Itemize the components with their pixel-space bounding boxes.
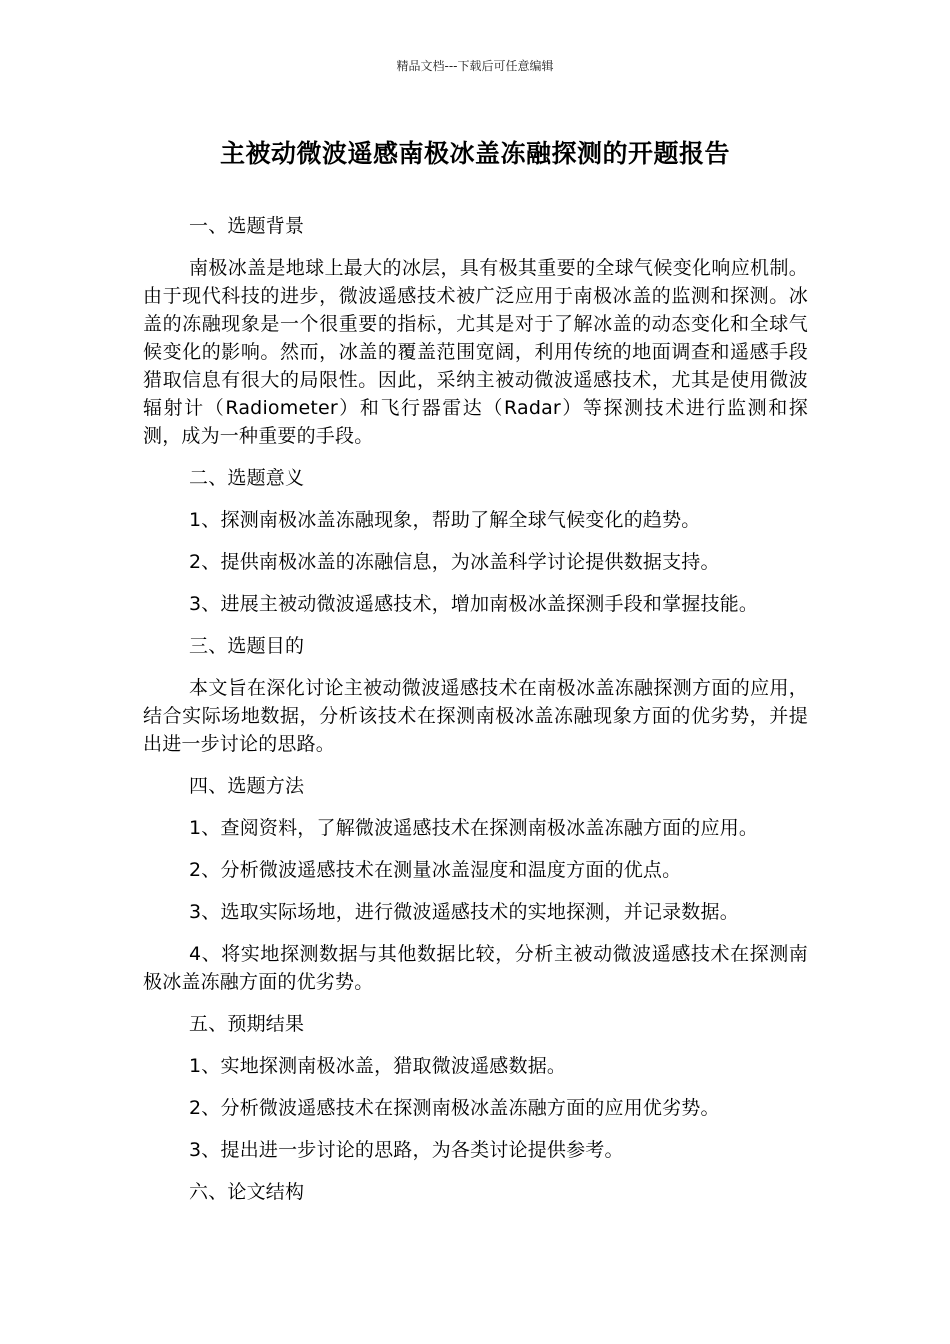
background-paragraph: 南极冰盖是地球上最大的冰层，具有极其重要的全球气候变化响应机制。由于现代科技的进步，微波遥感技术被广泛应用于南极冰盖的监测和探测。冰盖的冻融现象是一个很重要的指标，尤其是对于了解冰盖的动态变化和全球气候变化的影响。然而，冰盖的覆盖范围宽阔，利用传统的地面调查和遥感手段猎取信息有很大的局限性。因此，采纳主被动微波遥感技术，尤其是使用微波辐射计（Radiometer）和飞行器雷达（Radar）等探测技术进行监测和探测，成为一种重要的手段。 [143, 257, 808, 447]
significance-item: 2、提供南极冰盖的冻融信息，为冰盖科学讨论提供数据支持。 [189, 551, 720, 573]
expected-result-item: 1、实地探测南极冰盖，猎取微波遥感数据。 [189, 1055, 567, 1077]
method-item: 2、分析微波遥感技术在测量冰盖湿度和温度方面的优点。 [189, 859, 682, 881]
purpose-paragraph: 本文旨在深化讨论主被动微波遥感技术在南极冰盖冻融探测方面的应用，结合实际场地数据，分析该技术在探测南极冰盖冻融现象方面的优劣势，并提出进一步讨论的思路。 [143, 677, 808, 755]
method-item: 4、将实地探测数据与其他数据比较，分析主被动微波遥感技术在探测南极冰盖冻融方面的优劣势。 [143, 943, 808, 993]
expected-result-item: 3、提出进一步讨论的思路，为各类讨论提供参考。 [189, 1139, 624, 1161]
section-heading-purpose: 三、选题目的 [189, 635, 305, 657]
method-item: 3、选取实际场地，进行微波遥感技术的实地探测，并记录数据。 [189, 901, 739, 923]
section-heading-background: 一、选题背景 [189, 215, 305, 237]
method-item: 1、查阅资料，了解微波遥感技术在探测南极冰盖冻融方面的应用。 [189, 817, 759, 839]
section-heading-structure: 六、论文结构 [189, 1181, 305, 1203]
expected-result-item: 2、分析微波遥感技术在探测南极冰盖冻融方面的应用优劣势。 [189, 1097, 720, 1119]
significance-item: 1、探测南极冰盖冻融现象，帮助了解全球气候变化的趋势。 [189, 509, 701, 531]
section-heading-significance: 二、选题意义 [189, 467, 305, 489]
significance-item: 3、进展主被动微波遥感技术，增加南极冰盖探测手段和掌握技能。 [189, 593, 759, 615]
section-heading-expected-results: 五、预期结果 [189, 1013, 305, 1035]
document-body [143, 212, 808, 1220]
document-title: 主被动微波遥感南极冰盖冻融探测的开题报告 [219, 139, 730, 168]
page-header: 精品文档---下载后可任意编辑 [396, 59, 554, 73]
section-heading-method: 四、选题方法 [189, 775, 305, 797]
